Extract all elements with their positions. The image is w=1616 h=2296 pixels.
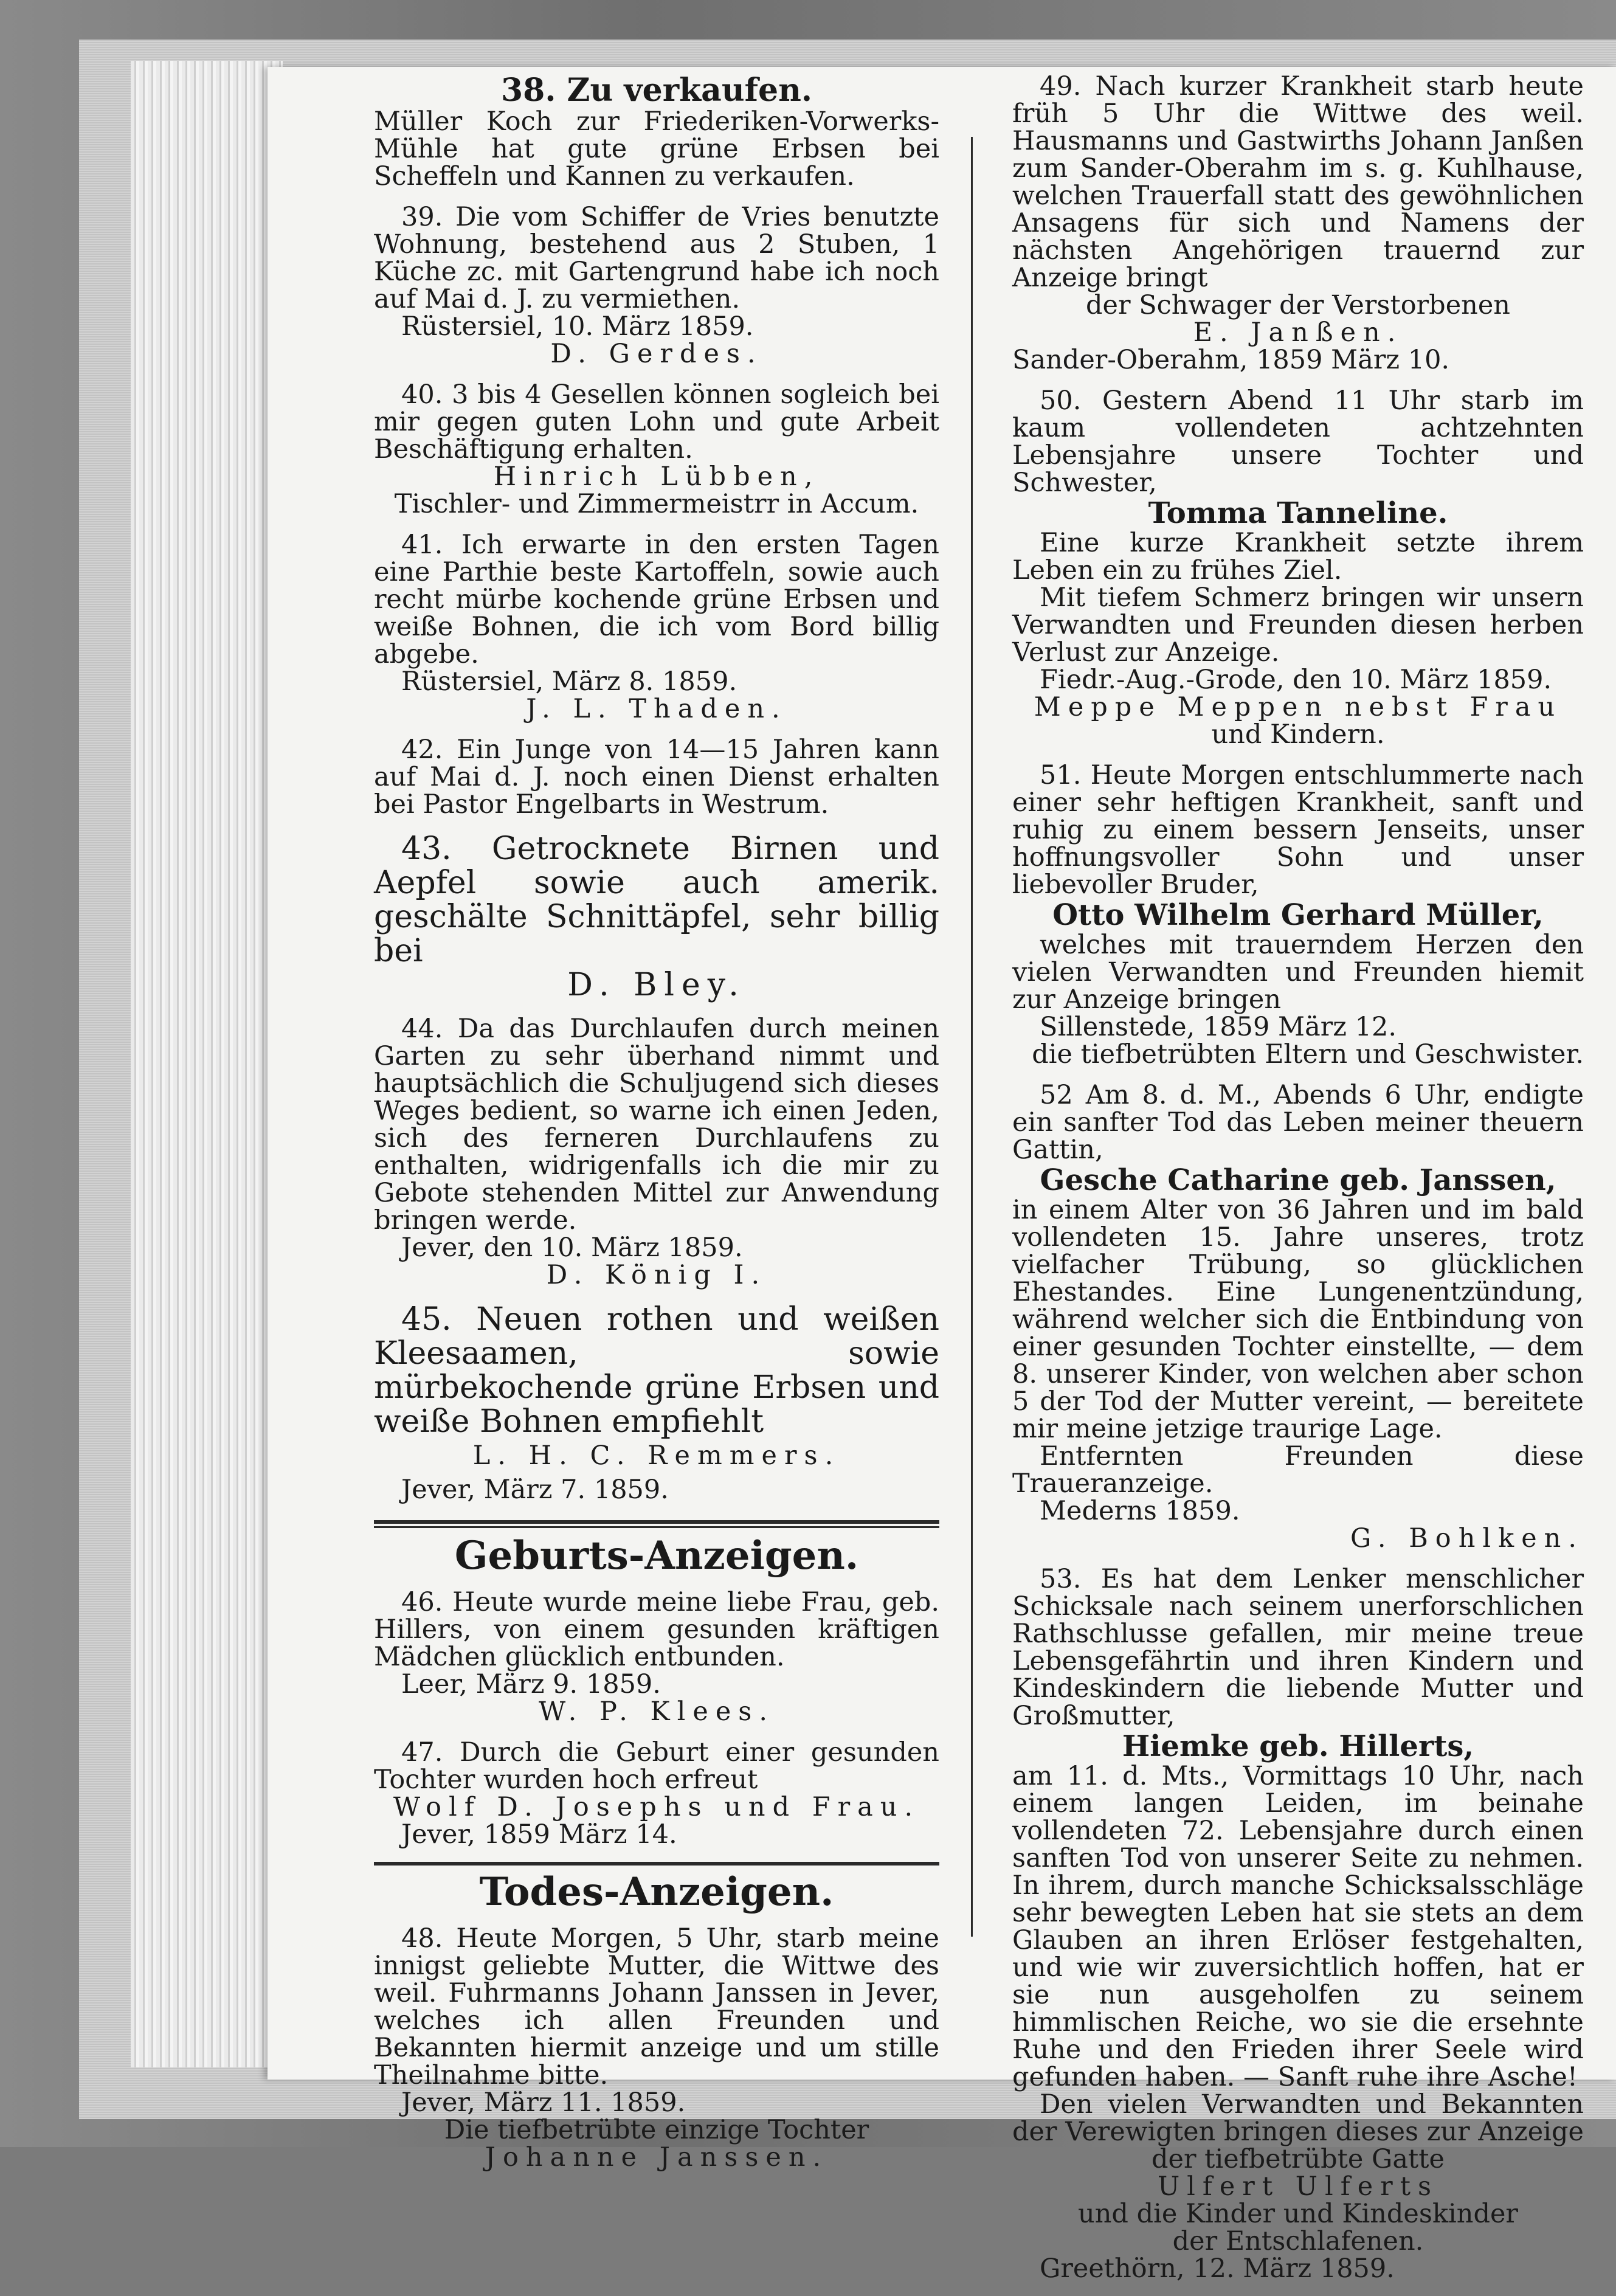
ad-text: 46. Heute wurde meine liebe Frau, geb. Hillers, von einem gesunden kräftigen Mädchen glücklich entbunden. — [374, 1587, 939, 1672]
ad-place: Leer, März 9. 1859. — [401, 1669, 661, 1700]
deceased-name: Gesche Catharine geb. Janssen, — [1040, 1163, 1556, 1197]
section-rule — [374, 1862, 939, 1866]
ad-text: in einem Alter von 36 Jahren und im bald vollendeten 15. Jahre unseres, trotz vielfacher Trübung, so glücklichen Ehestandes. Eine Lungenentzündung, während welcher sich die Entbindung von einer gesunden Tochter einstellte, — dem 8. unserer Kinder, von welchen aber schon 5 der Tod der Mutter vereint, — bereitete mir meine jetzige traurige Lage. — [1012, 1195, 1584, 1444]
ad-text: 41. Ich erwarte in den ersten Tagen eine Parthie beste Kartoffeln, sowie auch recht mürbe kochende grüne Erbsen und weiße Bohnen, die ich vom Bord billig abgebe. — [374, 530, 939, 669]
ad-signature: E. Janßen. — [1193, 317, 1403, 348]
column-divider — [971, 137, 973, 1937]
ad-51 — [1012, 762, 1584, 1068]
ad-signature: W. P. Klees. — [538, 1696, 775, 1727]
ad-signature: G. Bohlken. — [1350, 1523, 1584, 1554]
ad-text: 50. Gestern Abend 11 Uhr starb im kaum vollendeten achtzehnten Lebensjahre unsere Tochter und Schwester, — [1012, 386, 1584, 498]
page-edges — [131, 61, 283, 2067]
deceased-name: Tomma Tanneline. — [1148, 496, 1448, 530]
ad-place: Sander-Oberahm, 1859 März 10. — [1012, 345, 1450, 375]
ad-text: 52 Am 8. d. M., Abends 6 Uhr, endigte ein sanfter Tod das Leben meiner theuern Gattin, — [1012, 1080, 1584, 1165]
ad-text: Den vielen Verwandten und Bekannten der Verewigten bringen dieses zur Anzeige — [1012, 2089, 1584, 2147]
ad-text: 42. Ein Junge von 14—15 Jahren kann auf Mai d. J. noch einen Dienst erhalten bei Pastor Engelbarts in Westrum. — [374, 735, 939, 820]
ad-signature: L. H. C. Remmers. — [472, 1440, 841, 1471]
ad-signature-title: und die Kinder und Kindeskinder — [1078, 2199, 1518, 2229]
ad-place: Mederns 1859. — [1040, 1496, 1240, 1526]
ad-signature: D. König I. — [546, 1260, 767, 1290]
ad-signature-title: der tiefbetrübte Gatte — [1151, 2144, 1445, 2174]
ad-place: Jever, 1859 März 14. — [401, 1819, 677, 1850]
ad-signature: Ulfert Ulferts — [1157, 2171, 1439, 2202]
left-column — [374, 73, 939, 2185]
ad-text: am 11. d. Mts., Vormittags 10 Uhr, nach einem langen Leiden, im beinahe vollendeten 72. Lebensjahre durch einen sanften Tod von unserer Seite zu nehmen. In ihrem, durch manche Schicksalsschläge sehr bewegten Leben hat sie stets an dem Glauben an ihren Erlöser festgehalten, und wie wir zuversichtlich hoffen, hat er sie nun ausgeholfen zu seinem himmlischen Reiche, wo sie die ersehnte Ruhe und den Frieden ihrer Seele wird gefunden haben. — Sanft ruhe ihre Asche! — [1012, 1761, 1584, 2092]
ad-signature-title: Tischler- und Zimmermeistrr in Accum. — [394, 489, 919, 519]
ad-signature-title: der Schwager der Verstorbenen — [1086, 290, 1510, 320]
ad-place: Jever, März 7. 1859. — [401, 1475, 669, 1505]
ad-text: Eine kurze Krankheit setzte ihrem Leben ein zu frühes Ziel. — [1012, 528, 1584, 586]
ad-signature-title: der Entschlafenen. — [1172, 2226, 1424, 2256]
section-heading-deaths: Todes-Anzeigen. — [479, 1869, 834, 1915]
ad-signature-title: Die tiefbetrübte einzige Tochter — [444, 2115, 869, 2145]
ad-52 — [1012, 1082, 1584, 1552]
ad-41 — [374, 531, 939, 723]
ad-signature: Wolf D. Josephs und Frau. — [393, 1792, 920, 1822]
ad-signature-title: und Kindern. — [1211, 719, 1385, 750]
ad-text: 39. Die vom Schiffer de Vries benutzte Wohnung, bestehend aus 2 Stuben, 1 Küche zc. mit Gartengrund habe ich noch auf Mai d. J. zu vermiethen. — [374, 202, 939, 314]
ad-signature: Johanne Janssen. — [485, 2142, 829, 2173]
ad-text: 49. Nach kurzer Krankheit starb heute früh 5 Uhr die Wittwe des weil. Hausmanns und Gastwirths Johann Janßen zum Sander-Oberahm im s. g. Kuhlhause, welchen Trauerfall statt des gewöhnlichen Ansagens für sich und Namens der nächsten Angehörigen trauernd zur Anzeige bringt — [1012, 71, 1584, 293]
ad-signature: die tiefbetrübten Eltern und Geschwister. — [1032, 1039, 1584, 1070]
ad-signature: D. Gerdes. — [550, 339, 763, 369]
ad-text: 47. Durch die Geburt einer gesunden Tochter wurden hoch erfreut — [374, 1737, 939, 1795]
ad-38 — [374, 73, 939, 190]
ad-text: 48. Heute Morgen, 5 Uhr, starb meine innigst geliebte Mutter, die Wittwe des weil. Fuhrmanns Johann Janssen in Jever, welches ich allen Freunden und Bekannten hiermit anzeige und um stille Theilnahme bitte. — [374, 1923, 939, 2090]
ad-signature: Hinrich Lübben, — [493, 462, 820, 492]
ad-42 — [374, 736, 939, 818]
ad-text: Mit tiefem Schmerz bringen wir unsern Verwandten und Freunden diesen herben Verlust zur Anzeige. — [1012, 583, 1584, 668]
ad-text: 45. Neuen rothen und weißen Kleesaamen, sowie mürbekochende grüne Erbsen und weiße Bohnen empfiehlt — [374, 1301, 939, 1440]
deceased-name: Hiemke geb. Hillerts, — [1122, 1729, 1474, 1763]
section-heading-births: Geburts-Anzeigen. — [454, 1533, 859, 1579]
deceased-name: Otto Wilhelm Gerhard Müller, — [1052, 898, 1544, 932]
ad-heading: 38. Zu verkaufen. — [500, 72, 813, 109]
ad-47 — [374, 1739, 939, 1848]
ad-signature: J. L. Thaden. — [526, 694, 787, 724]
ad-45 — [374, 1302, 939, 1507]
ad-place: Jever, den 10. März 1859. — [401, 1233, 743, 1263]
ad-53 — [1012, 1566, 1584, 2283]
ad-text: 43. Getrocknete Birnen und Aepfel sowie auch amerik. geschälte Schnittäpfel, sehr billig bei — [374, 831, 939, 969]
ad-text: Entfernten Freunden diese Traueranzeige. — [1012, 1441, 1584, 1499]
right-column — [1012, 73, 1584, 2296]
ad-place: Rüstersiel, März 8. 1859. — [401, 666, 737, 697]
section-rule — [374, 1520, 939, 1524]
ad-text: welches mit trauerndem Herzen den vielen Verwandten und Freunden hiemit zur Anzeige bringen — [1012, 930, 1584, 1015]
ad-39 — [374, 204, 939, 368]
ad-text: 44. Da das Durchlaufen durch meinen Garten zu sehr überhand nimmt und hauptsächlich die Schuljugend sich dieses Weges bedient, so warne ich einen Jeden, sich des ferneren Durchlaufens zu enthalten, widrigenfalls ich die mir zu Gebote stehenden Mittel zur Anwendung bringen werde. — [374, 1014, 939, 1236]
ad-place: Rüstersiel, 10. März 1859. — [401, 311, 754, 342]
ad-43 — [374, 832, 939, 1002]
ad-44 — [374, 1015, 939, 1289]
ad-40 — [374, 381, 939, 518]
ad-46 — [374, 1589, 939, 1726]
ad-signature: D. Bley. — [567, 967, 746, 1003]
section-rule — [374, 1526, 939, 1528]
ad-text: 40. 3 bis 4 Gesellen können sogleich bei mir gegen guten Lohn und gute Arbeit Beschäftigung erhalten. — [374, 379, 939, 465]
ad-text: Müller Koch zur Friederiken-Vorwerks-Mühle hat gute grüne Erbsen bei Scheffeln und Kannen zu verkaufen. — [374, 106, 939, 192]
ad-place: Greethörn, 12. März 1859. — [1040, 2253, 1395, 2284]
ad-signature: Meppe Meppen nebst Frau — [1034, 692, 1562, 722]
ad-48 — [374, 1925, 939, 2171]
ad-50 — [1012, 387, 1584, 749]
ad-place: Sillenstede, 1859 März 12. — [1040, 1012, 1397, 1042]
ad-49 — [1012, 73, 1584, 374]
ad-text: 51. Heute Morgen entschlummerte nach einer sehr heftigen Krankheit, sanft und ruhig zu einem bessern Jenseits, unser hoffnungsvoller Sohn und unser liebevoller Bruder, — [1012, 760, 1584, 900]
ad-place: Fiedr.-Aug.-Grode, den 10. März 1859. — [1040, 665, 1552, 695]
ad-place: Jever, März 11. 1859. — [401, 2087, 686, 2118]
ad-text: 53. Es hat dem Lenker menschlicher Schicksale nach seinem unerforschlichen Rathschlusse gefallen, mir meine treue Lebensgefährtin und ihren Kindern und Kindeskindern die liebende Mutter und Großmutter, — [1012, 1564, 1584, 1731]
